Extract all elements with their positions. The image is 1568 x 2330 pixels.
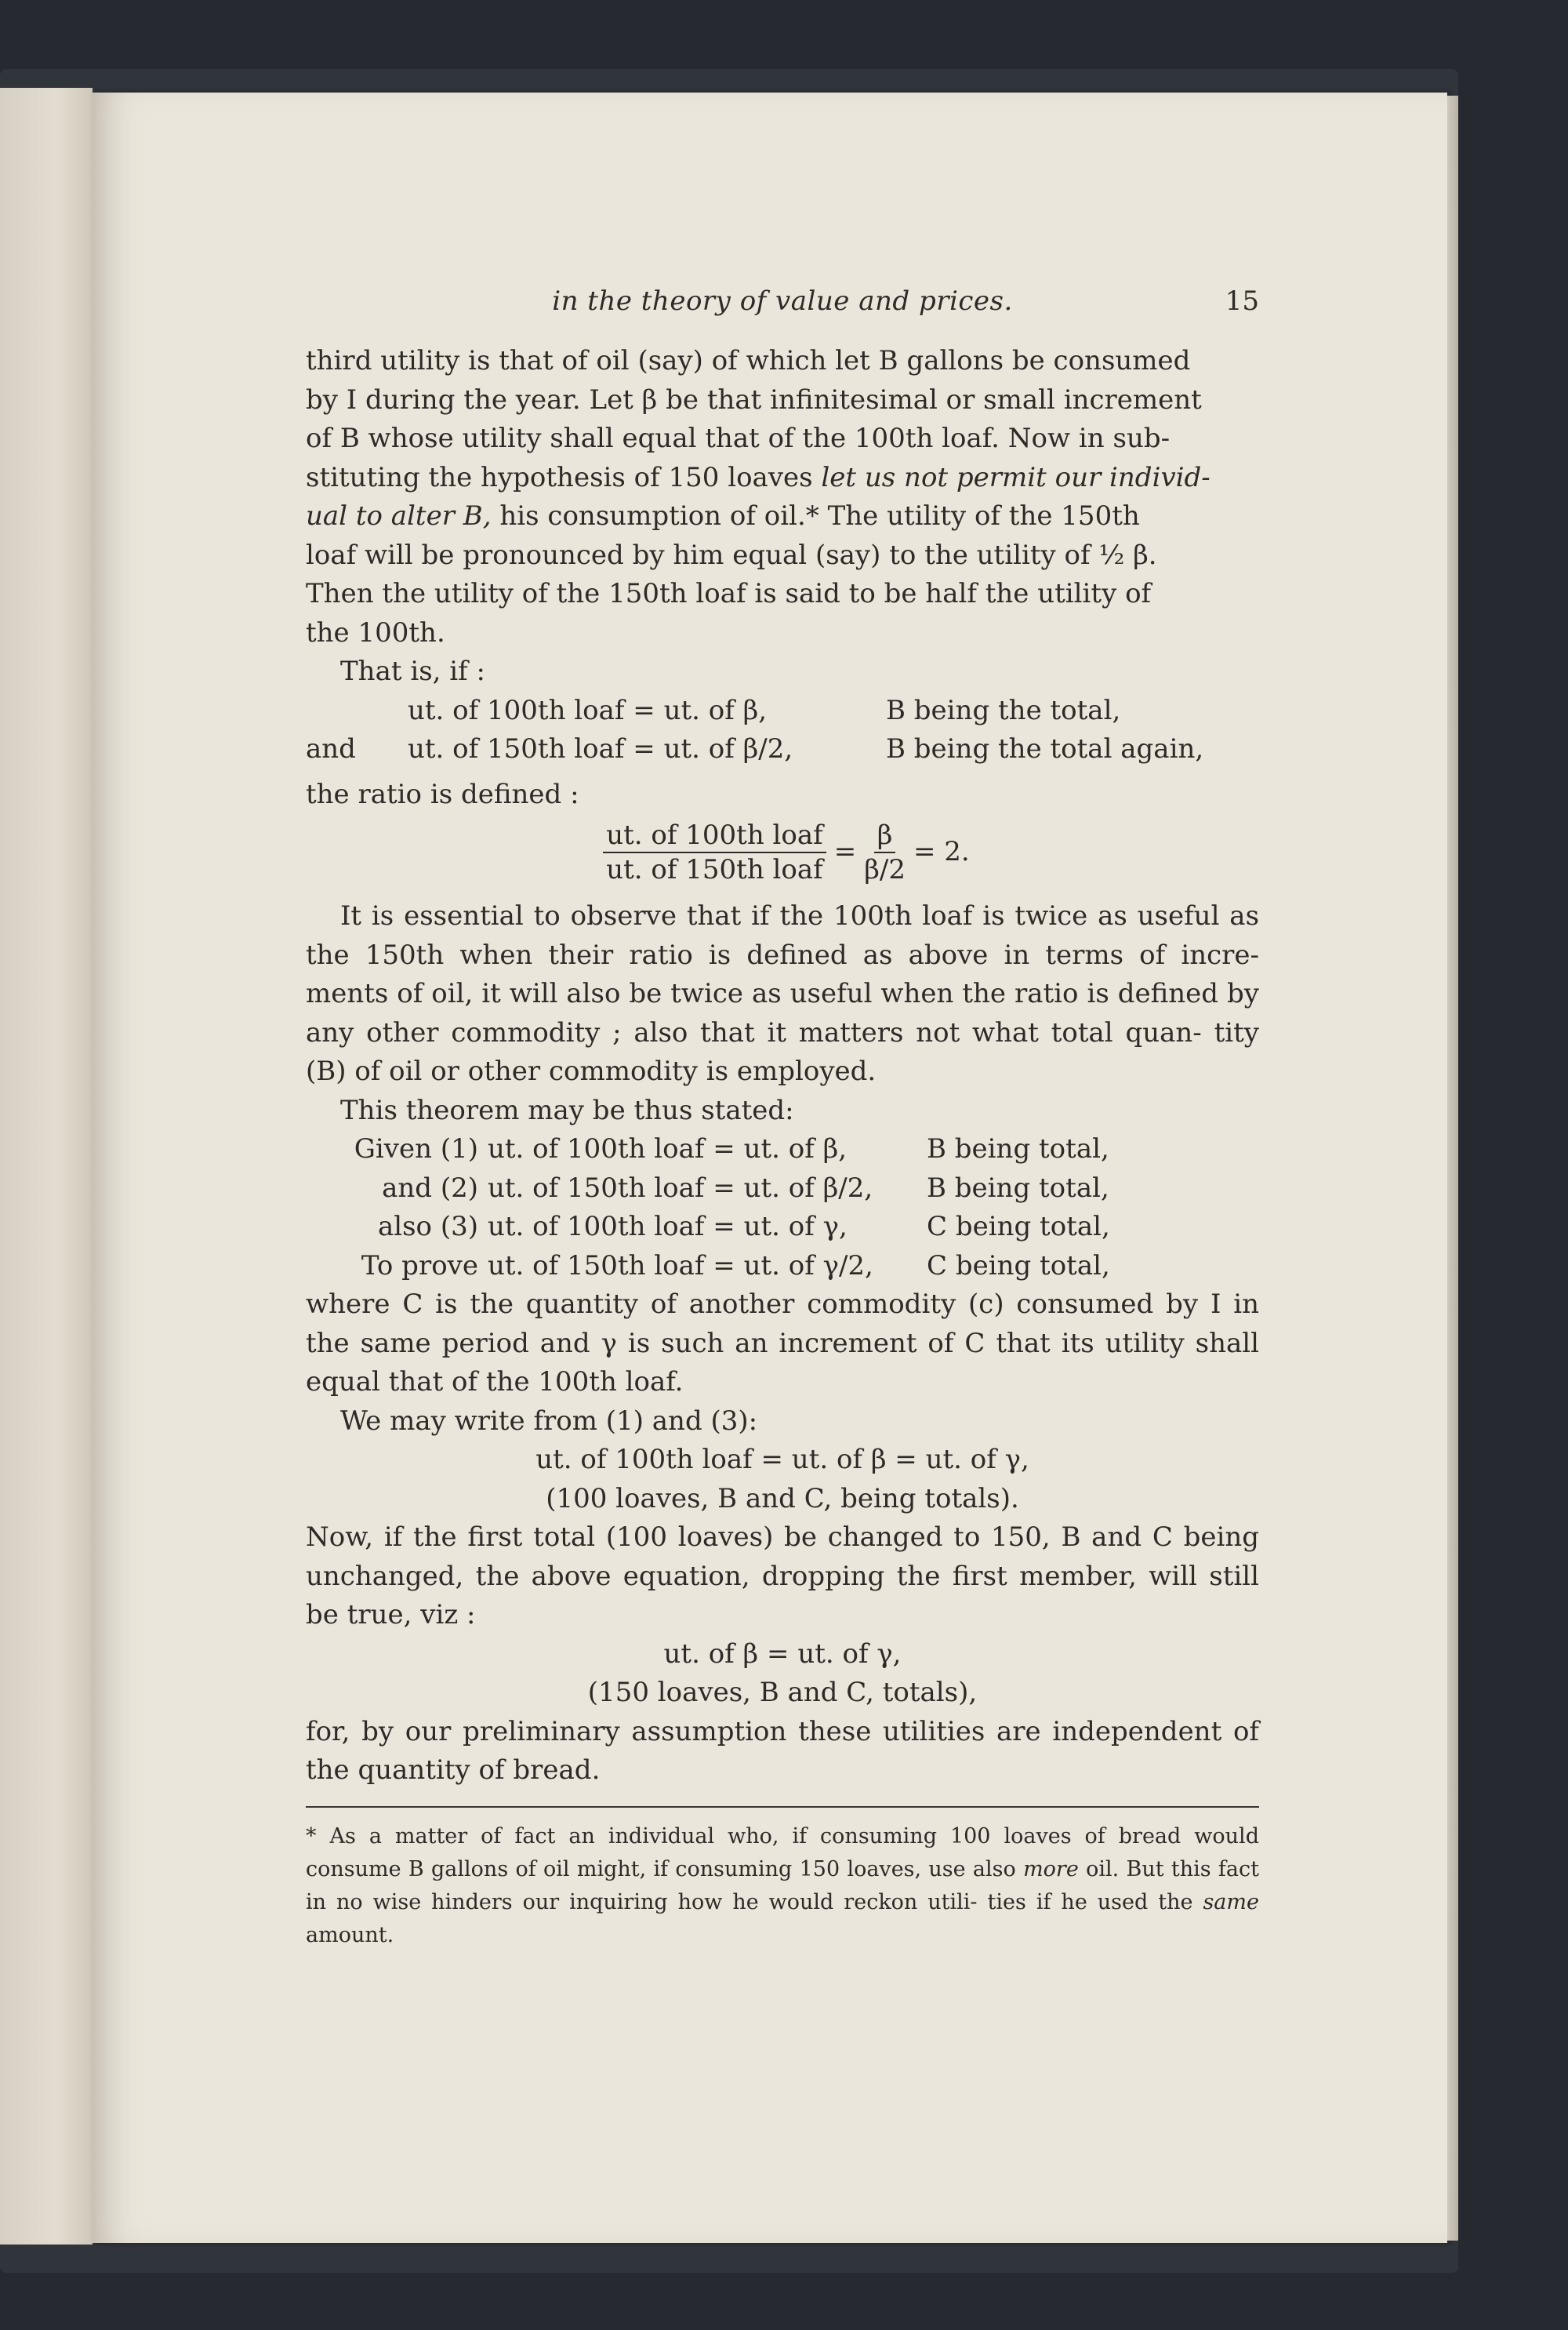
text-line: by I during the year. Let β be that infinitesimal or small increment: [306, 383, 1202, 416]
paragraph-5: for, by our preliminary assumption these utilities are independent of the quantity of bread.: [306, 1715, 1259, 1786]
theorem-lead: Given (1): [354, 1133, 478, 1165]
page-edge: [1447, 96, 1458, 2241]
left-page-edge: [0, 88, 93, 2245]
text-line: ual to alter B, his consumption of oil.* The utility of the 150th: [306, 500, 1140, 532]
equation-lead: and: [306, 733, 356, 765]
equation-note: B being the total again,: [886, 733, 1204, 765]
theorem-row: [306, 1169, 1259, 1209]
fraction: [864, 819, 906, 886]
running-head: [306, 282, 1259, 322]
text-line: the 100th.: [306, 616, 445, 649]
theorem-formula: ut. of 150th loaf = ut. of β/2,: [488, 1172, 873, 1204]
fraction-numerator: ut. of 100th loaf: [603, 819, 826, 853]
paragraph-4: Now, if the first total (100 loaves) be changed to 150, B and C being unchanged, the above equation, dropping the first member, will still be true, viz :: [306, 1521, 1259, 1630]
write-intro: We may write from (1) and (3):: [340, 1405, 758, 1437]
theorem-intro: This theorem may be thus stated:: [340, 1094, 794, 1126]
paragraph-2: It is essential to observe that if the 100th loaf is twice as useful as the 150th when their ratio is defined as above in terms of incre- ments of oil, it will also be twice as useful when the ratio is defined by any other commodity ; also that it matters not what total quan- tity (B) of oil or other commodity is employed.: [306, 900, 1260, 1087]
theorem-note: C being total,: [927, 1249, 1110, 1281]
italic-phrase: ual to alter B,: [306, 500, 492, 532]
theorem-formula: ut. of 100th loaf = ut. of γ,: [488, 1211, 848, 1242]
equation-lead: [306, 692, 400, 731]
text-line: of B whose utility shall equal that of the 100th loaf. Now in sub-: [306, 423, 1171, 454]
fraction-numerator: β: [874, 819, 896, 853]
theorem-formula: ut. of 100th loaf = ut. of β,: [488, 1133, 848, 1165]
theorem-row: [306, 1247, 1259, 1286]
text-line: loaf will be pronounced by him equal (say) to the utility of ½ β.: [306, 539, 1157, 571]
theorem-row: [306, 1208, 1259, 1247]
equation-formula: ut. of 100th loaf = ut. of β,: [408, 694, 768, 726]
text-line: third utility is that of oil (say) of which let B gallons be consumed: [306, 345, 1191, 376]
ratio-result: = 2.: [913, 836, 970, 868]
fraction-denominator: ut. of 150th loaf: [606, 854, 823, 885]
equation-line: ut. of 100th loaf = ut. of β = ut. of γ,: [535, 1444, 1029, 1475]
text-line: Then the utility of the 150th loaf is said to be half the utility of: [306, 578, 1152, 609]
theorem-lead: also (3): [377, 1211, 478, 1242]
equation-block: [306, 1441, 1259, 1518]
italic-phrase: let us not permit our individ-: [821, 461, 1210, 493]
theorem: [306, 1130, 1259, 1285]
equation-formula: ut. of 150th loaf = ut. of β/2,: [408, 733, 793, 765]
footnote-rule: [306, 1806, 1259, 1808]
text-line: stituting the hypothesis of 150 loaves let us not permit our individ-: [306, 461, 1210, 493]
equation-note: B being the total,: [886, 694, 1121, 726]
theorem-formula: ut. of 150th loaf = ut. of γ/2,: [488, 1249, 873, 1281]
ratio-intro: the ratio is defined :: [306, 778, 579, 810]
fraction-denominator: β/2: [864, 854, 906, 885]
theorem-lead: and (2): [382, 1172, 478, 1204]
theorem-lead: To prove: [361, 1249, 478, 1281]
text-block: [306, 282, 1259, 1952]
paragraph-3: where C is the quantity of another commodity (c) consumed by I in the same period and γ is such an increment of C that its utility shall equal that of the 100th loaf.: [306, 1289, 1259, 1398]
equals-sign: =: [833, 836, 857, 868]
equation-row: [306, 730, 1259, 769]
ratio-equation: [306, 819, 1259, 886]
italic-phrase: more: [1023, 1856, 1079, 1881]
running-head-title: in the theory of value and prices.: [552, 285, 1013, 317]
equation-block: [306, 1635, 1259, 1713]
equation-line: ut. of β = ut. of γ,: [663, 1638, 902, 1670]
paragraph-1: [306, 342, 1259, 652]
theorem-note: B being total,: [927, 1133, 1109, 1165]
theorem-row: [306, 1130, 1259, 1169]
theorem-note: B being total,: [927, 1172, 1109, 1204]
fraction: [603, 819, 826, 886]
that-is: That is, if :: [340, 656, 485, 687]
equation-row: [306, 692, 1259, 731]
page-number: 15: [1225, 285, 1259, 317]
equation-line: (100 loaves, B and C, being totals).: [546, 1482, 1019, 1514]
footnote: * As a matter of fact an individual who, if consuming 100 loaves of bread would consume B gallons of oil might, if consuming 150 loaves, use also more oil. But this fact in no wise hinders our inquiring how he would reckon utili- ties if he used the same amount.: [306, 1823, 1259, 1947]
theorem-note: C being total,: [927, 1211, 1110, 1242]
italic-phrase: same: [1203, 1889, 1259, 1914]
equation-line: (150 loaves, B and C, totals),: [587, 1677, 978, 1708]
